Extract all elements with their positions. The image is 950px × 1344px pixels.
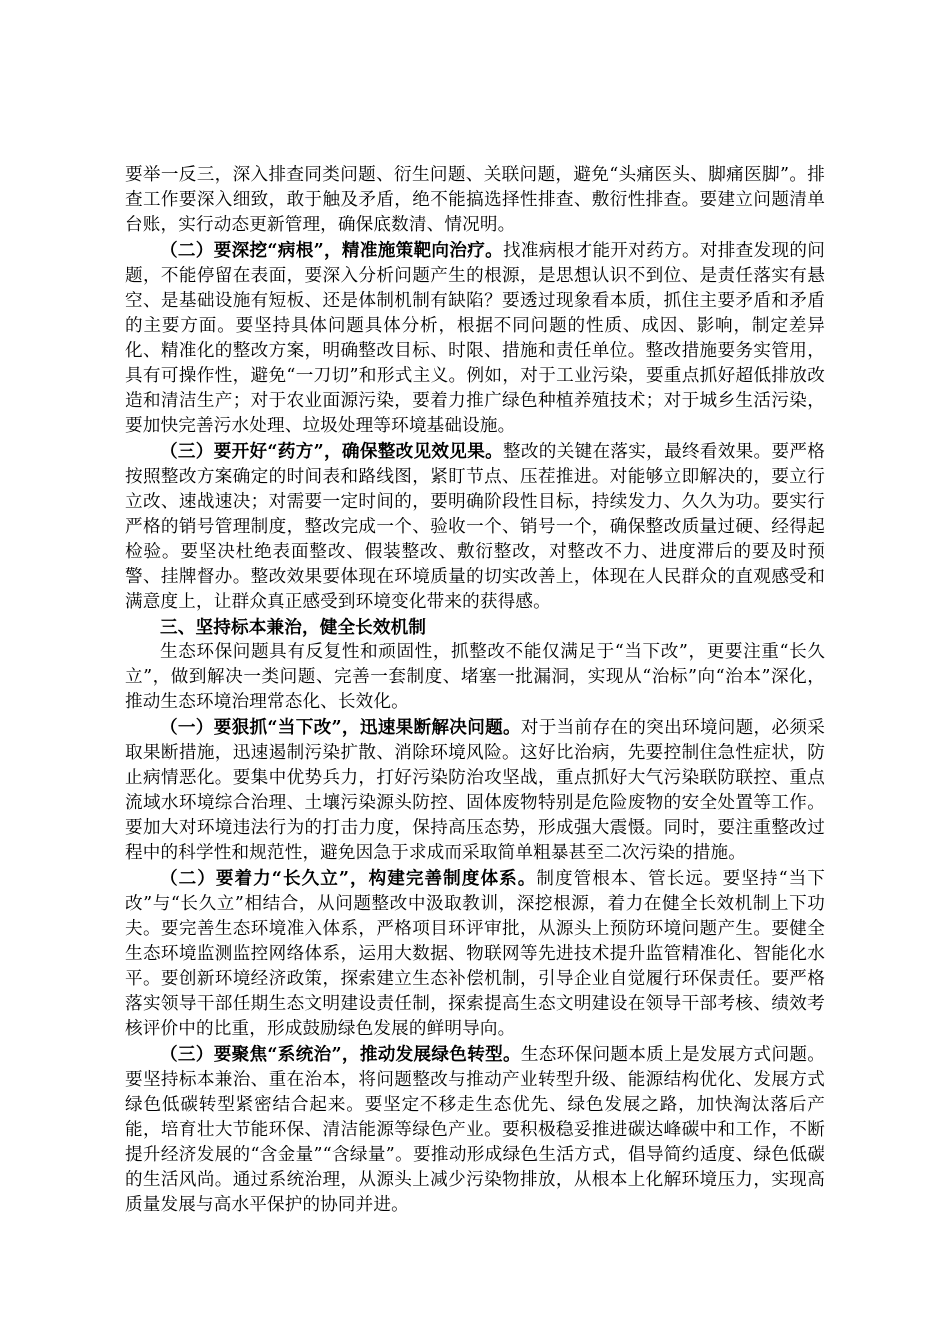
paragraph-text: 整改的关键在落实，最终看效果。要严格按照整改方案确定的时间表和路线图，紧盯节点、压茬推进。对能够立即解决的，要立行立改、速战速决；对需要一定时间的，要明确阶段性目标，持续发力、久久为功。要实行严格的销号管理制度，整改完成一个、验收一个、销号一个，确保整改质量过硬、经得起检验。要坚决杜绝表面整改、假装整改、敷衍整改，对整改不力、进度滞后的要及时预警、挂牌督办。整改效果要体现在环境质量的切实改善上，体现在人民群众的直观感受和满意度上，让群众真正感受到环境变化带来的获得感。 [125,442,825,612]
paragraph-text: 要举一反三，深入排查同类问题、衍生问题、关联问题，避免“头痛医头、脚痛医脚”。排查工作要深入细致，敢于触及矛盾，绝不能搞选择性排查、敷衍性排查。要建立问题清单台账，实行动态更新管理，确保底数清、情况明。 [125,165,825,235]
paragraph-text: 生态环保问题本质上是发展方式问题。要坚持标本兼治、重在治本，将问题整改与推动产业转型升级、能源结构优化、发展方式绿色低碳转型紧密结合起来。要坚定不移走生态优先、绿色发展之路，加快淘汰落后产能，培育壮大节能环保、清洁能源等绿色产业。要积极稳妥推进碳达峰碳中和工作，不断提升经济发展的“含金量”“含绿量”。要推动形成绿色生活方式，倡导简约适度、绿色低碳的生活风尚。通过系统治理，从源头上减少污染物排放，从根本上化解环境压力，实现高质量发展与高水平保护的协同并进。 [125,1045,825,1215]
paragraph-section-3-item-2 [125,866,825,1042]
paragraph-section-2-item-3 [125,439,825,615]
paragraph-continuation [125,163,825,238]
paragraph-lead-heading: （三）要聚焦“系统治”，推动发展绿色转型。 [160,1044,521,1065]
section-heading-text: 三、坚持标本兼治，健全长效机制 [160,617,427,638]
paragraph-text: 找准病根才能开对药方。对排查发现的问题，不能停留在表面，要深入分析问题产生的根源，是思想认识不到位、是责任落实有悬空、是基础设施有短板、还是体制机制有缺陷？要透过现象看本质，抓住主要矛盾和矛盾的主要方面。要坚持具体问题具体分析，根据不同问题的性质、成因、影响，制定差异化、精准化的整改方案，明确整改目标、时限、措施和责任单位。整改措施要务实管用，具有可操作性，避免“一刀切”和形式主义。例如，对于工业污染，要重点抓好超低排放改造和清洁生产；对于农业面源污染，要着力推广绿色种植养殖技术；对于城乡生活污染，要加快完善污水处理、垃圾处理等环境基础设施。 [125,241,825,436]
paragraph-lead-heading: （三）要开好“药方”，确保整改见效见果。 [160,441,503,462]
paragraph-text: 对于当前存在的突出环境问题，必须采取果断措施，迅速遏制污染扩散、消除环境风险。这好比治病，先要控制住急性症状，防止病情恶化。要集中优势兵力，打好污染防治攻坚战，重点抓好大气污染联防联控、重点流域水环境综合治理、土壤污染源头防控、固体废物特别是危险废物的安全处置等工作。要加大对环境违法行为的打击力度，保持高压态势，形成强大震慑。同时，要注重整改过程中的科学性和规范性，避免因急于求成而采取简单粗暴甚至二次污染的措施。 [125,718,825,863]
paragraph-section-3-intro [125,640,825,715]
paragraph-section-3-item-3 [125,1042,825,1218]
document-body [125,163,825,1218]
section-3-heading [125,615,825,640]
paragraph-text: 生态环保问题具有反复性和顽固性，抓整改不能仅满足于“当下改”，更要注重“长久立”，做到解决一类问题、完善一套制度、堵塞一批漏洞，实现从“治标”向“治本”深化，推动生态环境治理常态化、长效化。 [125,642,825,712]
paragraph-section-3-item-1 [125,715,825,866]
paragraph-lead-heading: （一）要狠抓“当下改”，迅速果断解决问题。 [160,717,521,738]
paragraph-lead-heading: （二）要深挖“病根”，精准施策靶向治疗。 [160,240,503,261]
paragraph-lead-heading: （二）要着力“长久立”，构建完善制度体系。 [160,868,537,889]
paragraph-text: 制度管根本、管长远。要坚持“当下改”与“长久立”相结合，从问题整改中汲取教训，深挖根源，着力在健全长效机制上下功夫。要完善生态环境准入体系，严格项目环评审批，从源头上预防环境问题产生。要健全生态环境监测监控网络体系，运用大数据、物联网等先进技术提升监管精准化、智能化水平。要创新环境经济政策，探索建立生态补偿机制，引导企业自觉履行环保责任。要严格落实领导干部任期生态文明建设责任制，探索提高生态文明建设在领导干部考核、绩效考核评价中的比重，形成鼓励绿色发展的鲜明导向。 [125,869,825,1039]
paragraph-section-2-item-2 [125,238,825,439]
